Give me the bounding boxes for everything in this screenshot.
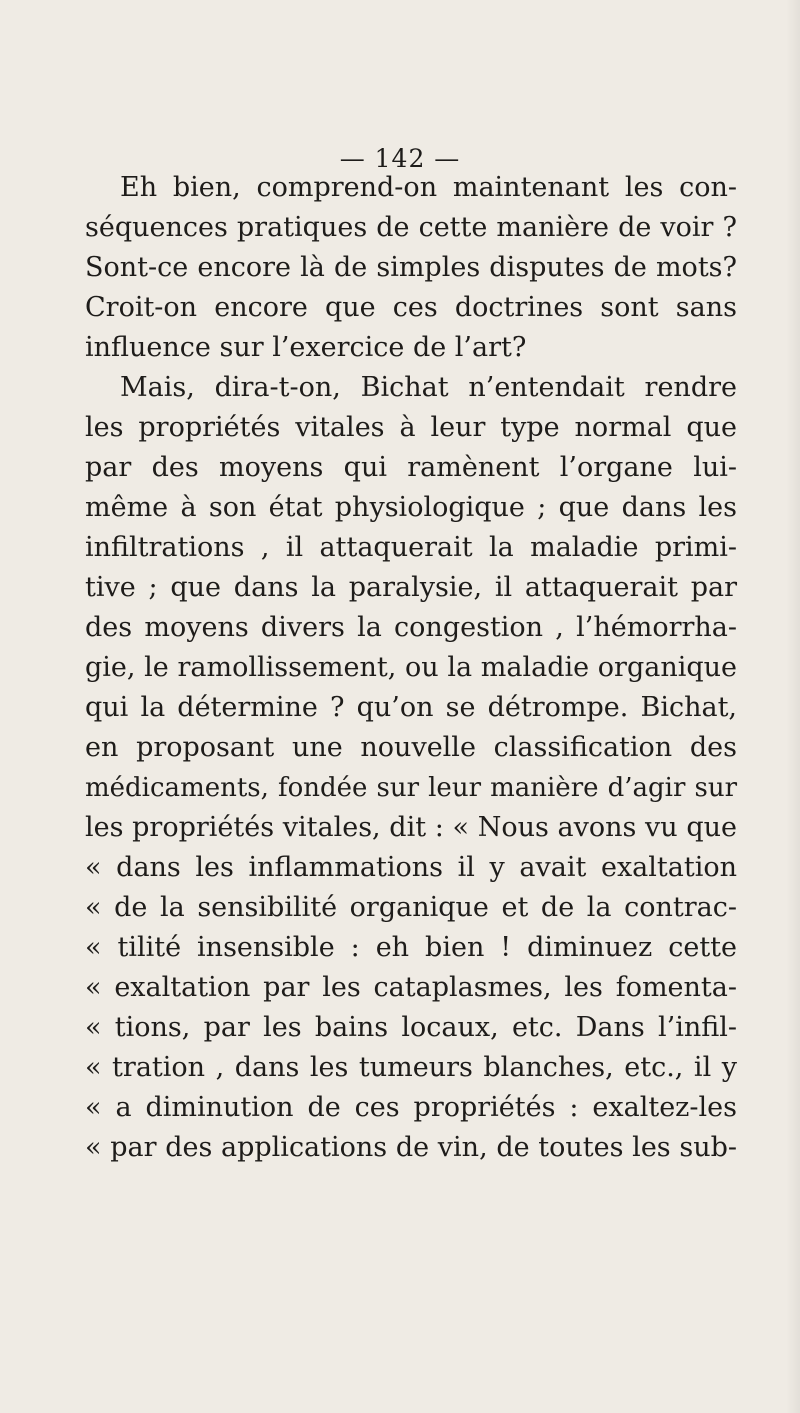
text-line: gie, le ramollissement, ou la maladie organique bbox=[85, 652, 737, 683]
text-line: « par des applications de vin, de toutes les sub- bbox=[85, 1132, 737, 1163]
text-line: séquences pratiques de cette manière de voir ? bbox=[85, 212, 737, 243]
text-line: Sont-ce encore là de simples disputes de mots? bbox=[85, 252, 737, 283]
text-line: des moyens divers la congestion , l’hémorrha- bbox=[85, 612, 737, 643]
text-line: qui la détermine ? qu’on se détrompe. Bichat, bbox=[85, 692, 737, 723]
text-line: Eh bien, comprend-on maintenant les con- bbox=[120, 172, 737, 203]
text-line: « tilité insensible : eh bien ! diminuez cette bbox=[85, 932, 737, 963]
text-line: « exaltation par les cataplasmes, les fomenta- bbox=[85, 972, 737, 1003]
text-line: infiltrations , il attaquerait la maladie primi- bbox=[85, 532, 737, 563]
text-line: « a diminution de ces propriétés : exaltez-les bbox=[85, 1092, 737, 1123]
text-line: les propriétés vitales à leur type normal que bbox=[85, 412, 737, 443]
text-line: médicaments, fondée sur leur manière d’agir sur bbox=[85, 773, 737, 803]
text-line: les propriétés vitales, dit : « Nous avons vu que bbox=[85, 812, 737, 843]
text-line: « tration , dans les tumeurs blanches, etc., il y bbox=[85, 1052, 737, 1083]
text-line: Croit-on encore que ces doctrines sont sans bbox=[85, 292, 737, 323]
text-line: Mais, dira-t-on, Bichat n’entendait rendre bbox=[120, 372, 737, 403]
page-edge-shadow bbox=[786, 0, 800, 1413]
text-line: « tions, par les bains locaux, etc. Dans l’infil- bbox=[85, 1012, 737, 1043]
text-line: tive ; que dans la paralysie, il attaquerait par bbox=[85, 572, 737, 603]
text-line: par des moyens qui ramènent l’organe lui- bbox=[85, 452, 737, 483]
text-line: « dans les inflammations il y avait exaltation bbox=[85, 852, 737, 883]
text-line: influence sur l’exercice de l’art? bbox=[85, 332, 527, 363]
text-line: « de la sensibilité organique et de la contrac- bbox=[85, 892, 737, 923]
page-number: — 142 — bbox=[339, 144, 461, 173]
text-line: même à son état physiologique ; que dans les bbox=[85, 492, 737, 523]
text-line: en proposant une nouvelle classification des bbox=[85, 732, 737, 763]
